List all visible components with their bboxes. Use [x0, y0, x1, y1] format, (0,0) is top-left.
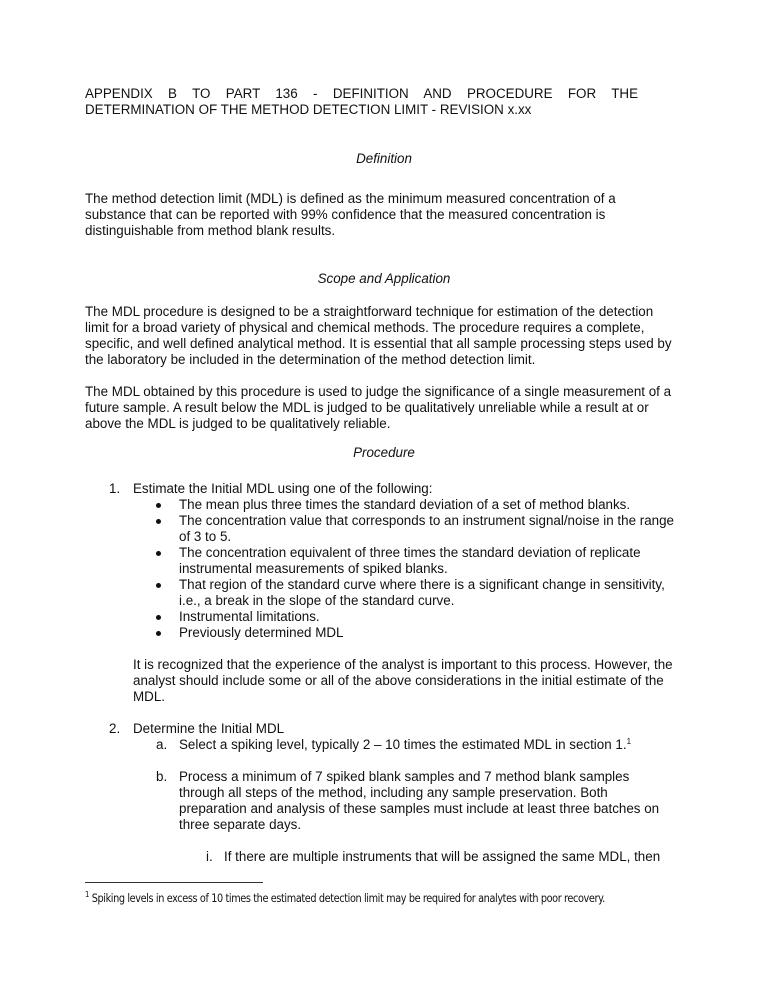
step-1-note-line-3: MDL.	[133, 689, 165, 704]
bullet-icon	[156, 503, 161, 508]
step-1-note-line-1: It is recognized that the experience of the analyst is important to this process. However, the	[133, 657, 673, 672]
definition-text-line-2: substance that can be reported with 99% confidence that the measured concentration is	[85, 207, 606, 222]
step-1-bullet-2-line-2: of 3 to 5.	[179, 529, 232, 544]
scope-para1-line-3: specific, and well defined analytical method. It is essential that all sample processing steps used by	[85, 336, 672, 351]
scope-para1-line-4: the laboratory be included in the determination of the method detection limit.	[85, 352, 536, 367]
step-1-bullet-2-line-1: The concentration value that corresponds to an instrument signal/noise in the range	[179, 513, 675, 528]
step-1-number: 1.	[109, 481, 121, 496]
scope-para2-line-1: The MDL obtained by this procedure is used to judge the significance of a single measurement of a	[85, 384, 672, 399]
step-2-number: 2.	[109, 721, 121, 736]
step-1-bullet-6: Previously determined MDL	[179, 625, 344, 640]
step-2a-text-content: Select a spiking level, typically 2 – 10 times the estimated MDL in section 1.	[179, 737, 627, 752]
bullet-icon	[156, 583, 161, 588]
step-2b-label: b.	[156, 769, 168, 784]
footnote-separator	[85, 882, 263, 883]
bullet-icon	[156, 631, 161, 636]
bullet-icon	[156, 519, 161, 524]
heading-definition: Definition	[356, 151, 412, 166]
scope-para2-line-3: above the MDL is judged to be qualitatively reliable.	[85, 416, 391, 431]
bullet-icon	[156, 615, 161, 620]
document-title-line-2: DETERMINATION OF THE METHOD DETECTION LIMIT - REVISION x.xx	[85, 102, 532, 117]
step-2b-i-text: If there are multiple instruments that will be assigned the same MDL, then	[224, 849, 661, 864]
step-2a-label: a.	[156, 737, 168, 752]
definition-text-line-3: distinguishable from method blank results.	[85, 223, 336, 238]
footnote-text: Spiking levels in excess of 10 times the estimated detection limit may be required for analytes with poor recovery.	[88, 892, 605, 905]
step-2b-line-1: Process a minimum of 7 spiked blank samples and 7 method blank samples	[179, 769, 630, 784]
footnote-marker: 1	[85, 890, 89, 899]
step-1-bullet-3-line-2: instrumental measurements of spiked blanks.	[179, 561, 448, 576]
step-2-text: Determine the Initial MDL	[133, 721, 285, 736]
bullet-icon	[156, 551, 161, 556]
step-1-bullet-1: The mean plus three times the standard deviation of a set of method blanks.	[179, 497, 631, 512]
step-1-bullet-5: Instrumental limitations.	[179, 609, 320, 624]
step-1-text: Estimate the Initial MDL using one of the following:	[133, 481, 433, 496]
step-1-bullet-4-line-2: i.e., a break in the slope of the standard curve.	[179, 593, 455, 608]
footnote-reference[interactable]: 1	[626, 737, 632, 746]
step-1-note-line-2: analyst should include some or all of the above considerations in the initial estimate of the	[133, 673, 664, 688]
step-2a-text	[179, 737, 631, 753]
step-1-bullet-4-line-1: That region of the standard curve where there is a significant change in sensitivity,	[179, 577, 665, 592]
scope-para1-line-2: limit for a broad variety of physical and chemical methods. The procedure requires a complete,	[85, 320, 645, 335]
step-1-bullet-3-line-1: The concentration equivalent of three times the standard deviation of replicate	[179, 545, 641, 560]
footnote	[85, 892, 605, 906]
document-title-line-1: APPENDIX B TO PART 136 - DEFINITION AND PROCEDURE FOR THE	[85, 86, 638, 101]
step-2b-i-label: i.	[206, 849, 213, 864]
scope-para1-line-1: The MDL procedure is designed to be a straightforward technique for estimation of the detection	[85, 304, 654, 319]
step-2b-line-3: preparation and analysis of these samples must include at least three batches on	[179, 801, 660, 816]
step-2b-line-2: through all steps of the method, including any sample preservation. Both	[179, 785, 608, 800]
step-2b-line-4: three separate days.	[179, 817, 302, 832]
heading-scope-and-application: Scope and Application	[317, 271, 451, 286]
heading-procedure: Procedure	[353, 445, 415, 460]
definition-text-line-1: The method detection limit (MDL) is defined as the minimum measured concentration of a	[85, 191, 616, 206]
scope-para2-line-2: future sample. A result below the MDL is judged to be qualitatively unreliable while a result at or	[85, 400, 649, 415]
